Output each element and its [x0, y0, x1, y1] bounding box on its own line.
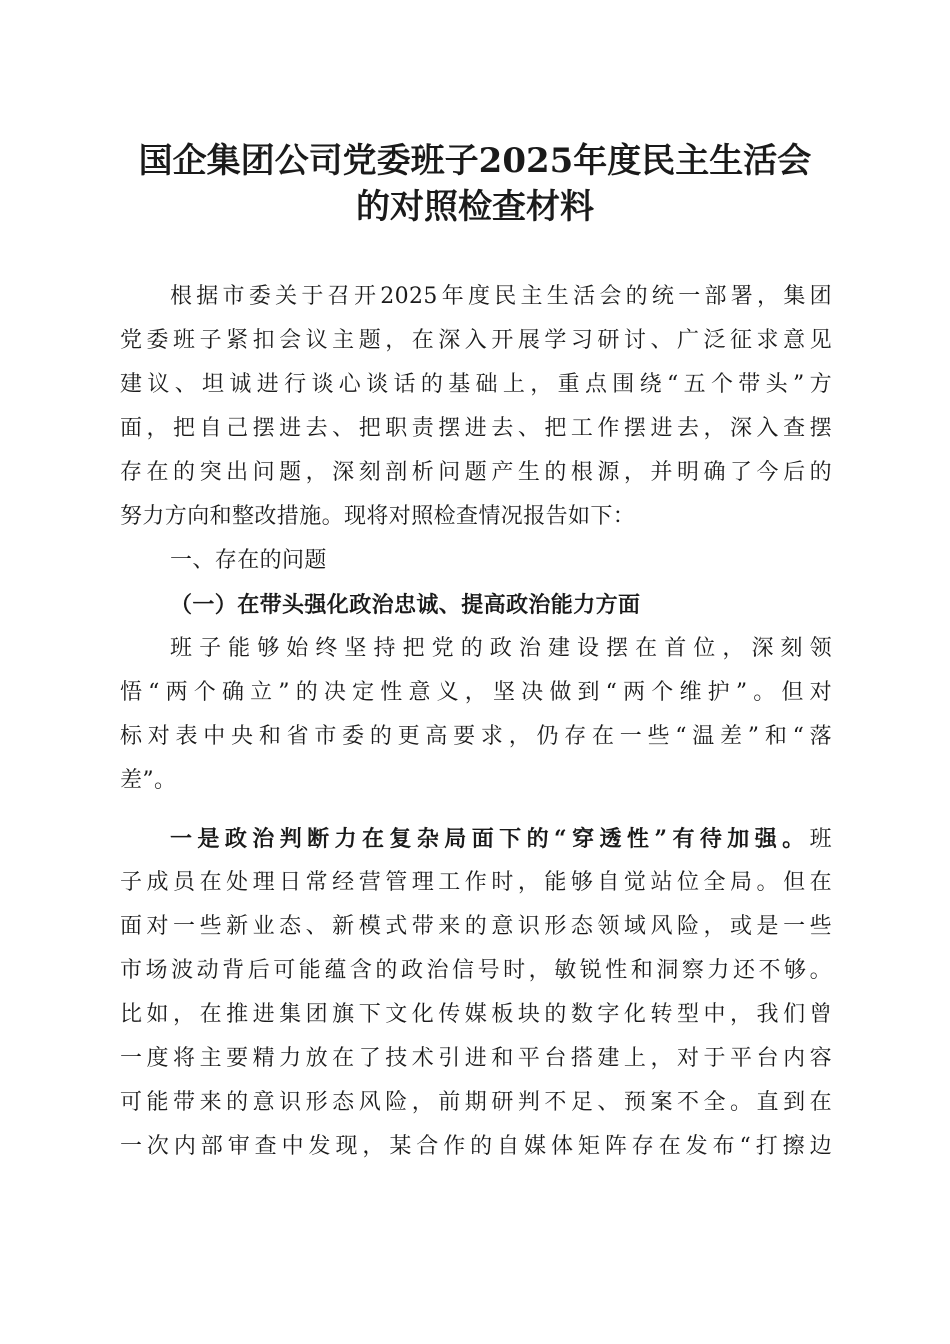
intro-paragraph	[120, 275, 832, 539]
paragraph-line: 比如，在推进集团旗下文化传媒板块的数字化转型中，我们曾	[120, 1002, 832, 1027]
paragraph-line: 标对表中央和省市委的更高要求，仍存在一些“温差”和“落	[120, 724, 832, 749]
paragraph-line: 差”。	[120, 768, 177, 793]
paragraph-line: 班子能够始终坚持把党的政治建设摆在首位，深刻领	[170, 636, 832, 661]
paragraph-line: 一次内部审查中发现，某合作的自媒体矩阵存在发布“打擦边	[120, 1134, 832, 1159]
paragraph-line: 面，把自己摆进去、把职责摆进去、把工作摆进去，深入查摆	[120, 416, 832, 441]
paragraph-line: 一度将主要精力放在了技术引进和平台搭建上，对于平台内容	[120, 1046, 832, 1071]
paragraph-line: 市场波动背后可能蕴含的政治信号时，敏锐性和洞察力还不够。	[120, 958, 832, 983]
paragraph-line: 子成员在处理日常经营管理工作时，能够自觉站位全局。但在	[120, 870, 832, 895]
title-line-1: 国企集团公司党委班子2025年度民主生活会	[138, 141, 812, 181]
paragraph-line: 努力方向和整改措施。现将对照检查情况报告如下：	[120, 504, 636, 529]
paragraph-line-rest: 班	[809, 827, 832, 852]
title-line-2: 的对照检查材料	[356, 187, 594, 227]
section-heading: 一、存在的问题	[170, 548, 327, 573]
paragraph-line: 根据市委关于召开2025年度民主生活会的统一部署，集团	[170, 284, 832, 309]
paragraph-line: 建议、坦诚进行谈心谈话的基础上，重点围绕“五个带头”方	[120, 372, 832, 397]
subsection-heading: （一）在带头强化政治忠诚、提高政治能力方面	[170, 592, 641, 618]
paragraph-2	[120, 817, 832, 1169]
paragraph-line: 面对一些新业态、新模式带来的意识形态领域风险，或是一些	[120, 914, 832, 939]
paragraph-line: 党委班子紧扣会议主题，在深入开展学习研讨、广泛征求意见	[120, 328, 832, 353]
paragraph-line	[120, 817, 832, 861]
paragraph-line: 存在的突出问题，深刻剖析问题产生的根源，并明确了今后的	[120, 460, 832, 485]
paragraph-line: 悟“两个确立”的决定性意义，坚决做到“两个维护”。但对	[120, 680, 832, 705]
paragraph-1	[120, 627, 832, 803]
document-body	[120, 275, 832, 1169]
paragraph-line: 可能带来的意识形态风险，前期研判不足、预案不全。直到在	[120, 1090, 832, 1115]
document-title	[120, 138, 830, 230]
paragraph-gap	[120, 803, 832, 817]
paragraph-lead-sentence: 一是政治判断力在复杂局面下的“穿透性”有待加强。	[170, 826, 810, 852]
